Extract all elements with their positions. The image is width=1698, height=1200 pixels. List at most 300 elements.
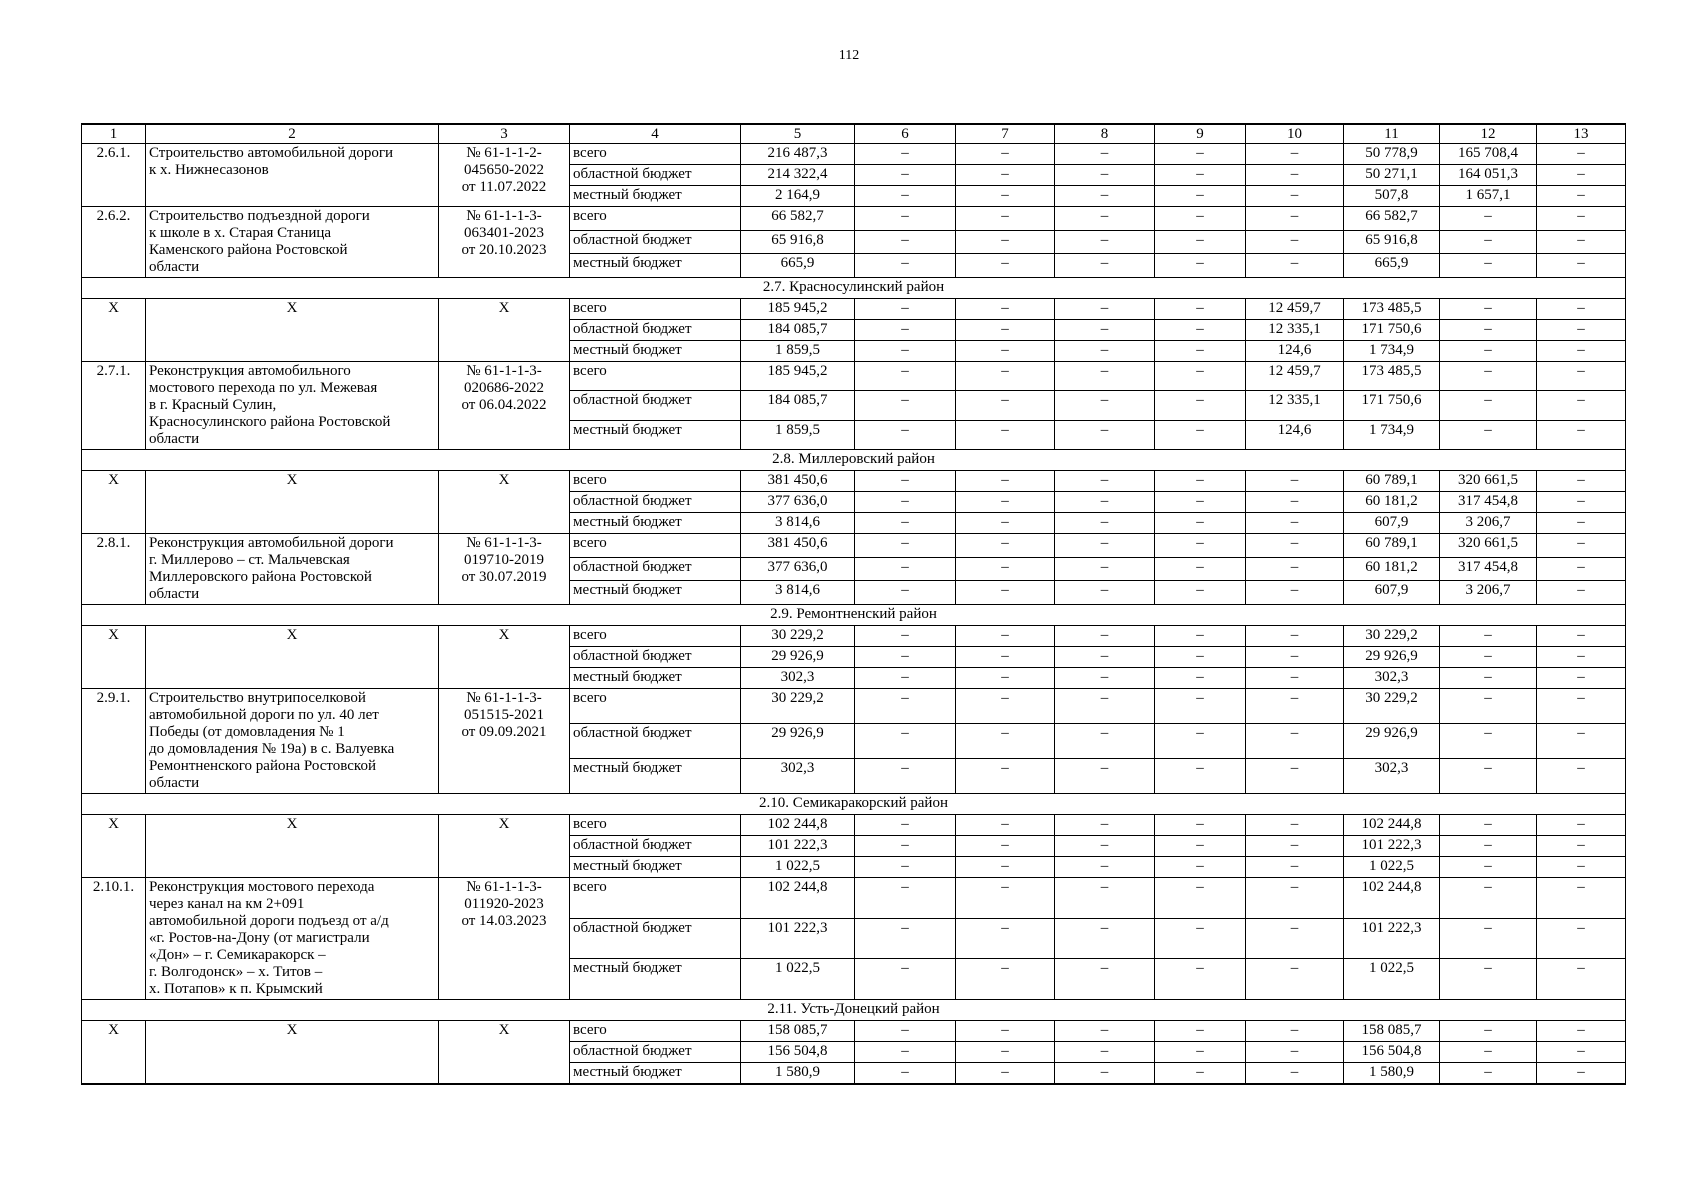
value-col-5: 101 222,3 [741, 918, 855, 959]
item-number: 2.10.1. [82, 878, 146, 1000]
value-col-8: – [1055, 341, 1155, 362]
district-title: 2.8. Миллеровский район [82, 450, 1626, 471]
item-number: 2.6.2. [82, 207, 146, 278]
value-col-10: – [1246, 534, 1344, 558]
district-header-row [82, 450, 1626, 471]
value-col-12: – [1440, 959, 1537, 1000]
funding-source: всего [570, 815, 741, 836]
value-col-13: – [1537, 724, 1626, 759]
column-header-12: 12 [1440, 124, 1537, 144]
value-col-9: – [1155, 759, 1246, 794]
value-col-9: – [1155, 557, 1246, 581]
value-col-10: – [1246, 668, 1344, 689]
value-col-10: – [1246, 759, 1344, 794]
value-col-9: – [1155, 492, 1246, 513]
table-row [82, 878, 1626, 919]
value-col-13: – [1537, 1021, 1626, 1042]
value-col-6: – [855, 513, 956, 534]
value-col-12: – [1440, 759, 1537, 794]
value-col-12: – [1440, 668, 1537, 689]
permit-number: № 61-1-1-3- 011920-2023 от 14.03.2023 [439, 878, 570, 1000]
value-col-12: – [1440, 836, 1537, 857]
value-col-6: – [855, 647, 956, 668]
object-name: Реконструкция мостового перехода через канал на км 2+091 автомобильной дороги подъезд от а/д «г. Ростов-на-Дону (от магистрали «Дон» – г. Семикаракорск – г. Волгодонск» – х. Титов – х. Потапов» к п. Крымский [146, 878, 439, 1000]
district-header-row [82, 605, 1626, 626]
value-col-5: 185 945,2 [741, 299, 855, 320]
object-name: Х [146, 626, 439, 689]
value-col-10: – [1246, 1021, 1344, 1042]
value-col-10: – [1246, 144, 1344, 165]
value-col-5: 665,9 [741, 254, 855, 278]
value-col-6: – [855, 534, 956, 558]
value-col-11: 1 022,5 [1344, 857, 1440, 878]
column-header-9: 9 [1155, 124, 1246, 144]
value-col-10: – [1246, 207, 1344, 231]
funding-source: местный бюджет [570, 959, 741, 1000]
value-col-11: 30 229,2 [1344, 626, 1440, 647]
value-col-9: – [1155, 320, 1246, 341]
column-header-4: 4 [570, 124, 741, 144]
object-name: Строительство подъездной дороги к школе в х. Старая Станица Каменского района Ростовской области [146, 207, 439, 278]
value-col-12: – [1440, 391, 1537, 420]
value-col-8: – [1055, 647, 1155, 668]
value-col-13: – [1537, 391, 1626, 420]
value-col-7: – [956, 391, 1055, 420]
value-col-7: – [956, 724, 1055, 759]
permit-number: № 61-1-1-3- 063401-2023 от 20.10.2023 [439, 207, 570, 278]
funding-source: местный бюджет [570, 857, 741, 878]
value-col-13: – [1537, 230, 1626, 254]
value-col-9: – [1155, 362, 1246, 391]
value-col-7: – [956, 689, 1055, 724]
value-col-5: 102 244,8 [741, 815, 855, 836]
value-col-12: – [1440, 724, 1537, 759]
value-col-8: – [1055, 878, 1155, 919]
value-col-12: 320 661,5 [1440, 471, 1537, 492]
value-col-6: – [855, 689, 956, 724]
value-col-5: 377 636,0 [741, 557, 855, 581]
value-col-10: – [1246, 581, 1344, 605]
item-number: Х [82, 299, 146, 362]
value-col-11: 102 244,8 [1344, 878, 1440, 919]
value-col-12: 3 206,7 [1440, 581, 1537, 605]
value-col-7: – [956, 230, 1055, 254]
table-row [82, 689, 1626, 724]
funding-source: всего [570, 299, 741, 320]
budget-table [81, 123, 1626, 1085]
value-col-13: – [1537, 581, 1626, 605]
value-col-13: – [1537, 144, 1626, 165]
value-col-7: – [956, 254, 1055, 278]
value-col-13: – [1537, 959, 1626, 1000]
column-header-13: 13 [1537, 124, 1626, 144]
value-col-5: 216 487,3 [741, 144, 855, 165]
value-col-7: – [956, 534, 1055, 558]
value-col-11: 60 789,1 [1344, 534, 1440, 558]
value-col-9: – [1155, 626, 1246, 647]
value-col-8: – [1055, 186, 1155, 207]
permit-number: № 61-1-1-3- 020686-2022 от 06.04.2022 [439, 362, 570, 450]
value-col-10: – [1246, 626, 1344, 647]
value-col-7: – [956, 918, 1055, 959]
value-col-12: 317 454,8 [1440, 492, 1537, 513]
funding-source: местный бюджет [570, 186, 741, 207]
value-col-10: 124,6 [1246, 420, 1344, 449]
funding-source: местный бюджет [570, 668, 741, 689]
value-col-8: – [1055, 513, 1155, 534]
value-col-12: 317 454,8 [1440, 557, 1537, 581]
value-col-10: – [1246, 647, 1344, 668]
value-col-6: – [855, 165, 956, 186]
value-col-13: – [1537, 626, 1626, 647]
value-col-9: – [1155, 341, 1246, 362]
value-col-7: – [956, 815, 1055, 836]
value-col-8: – [1055, 471, 1155, 492]
value-col-10: – [1246, 724, 1344, 759]
value-col-13: – [1537, 341, 1626, 362]
funding-source: всего [570, 207, 741, 231]
value-col-7: – [956, 299, 1055, 320]
district-header-row [82, 278, 1626, 299]
table-row [82, 815, 1626, 836]
column-header-11: 11 [1344, 124, 1440, 144]
value-col-8: – [1055, 534, 1155, 558]
value-col-9: – [1155, 581, 1246, 605]
value-col-8: – [1055, 668, 1155, 689]
column-header-row [82, 124, 1626, 144]
value-col-8: – [1055, 689, 1155, 724]
column-header-7: 7 [956, 124, 1055, 144]
value-col-5: 30 229,2 [741, 689, 855, 724]
value-col-10: – [1246, 1063, 1344, 1085]
value-col-7: – [956, 320, 1055, 341]
value-col-10: – [1246, 513, 1344, 534]
value-col-10: – [1246, 918, 1344, 959]
value-col-6: – [855, 230, 956, 254]
value-col-12: 3 206,7 [1440, 513, 1537, 534]
value-col-6: – [855, 959, 956, 1000]
value-col-6: – [855, 626, 956, 647]
value-col-5: 184 085,7 [741, 320, 855, 341]
value-col-7: – [956, 959, 1055, 1000]
item-number: 2.6.1. [82, 144, 146, 207]
funding-source: областной бюджет [570, 320, 741, 341]
value-col-8: – [1055, 759, 1155, 794]
value-col-7: – [956, 857, 1055, 878]
value-col-5: 1 859,5 [741, 341, 855, 362]
object-name: Х [146, 471, 439, 534]
value-col-6: – [855, 391, 956, 420]
value-col-5: 66 582,7 [741, 207, 855, 231]
value-col-8: – [1055, 1042, 1155, 1063]
value-col-13: – [1537, 165, 1626, 186]
column-header-6: 6 [855, 124, 956, 144]
value-col-9: – [1155, 513, 1246, 534]
value-col-12: – [1440, 320, 1537, 341]
value-col-6: – [855, 341, 956, 362]
value-col-10: – [1246, 815, 1344, 836]
value-col-9: – [1155, 878, 1246, 919]
value-col-13: – [1537, 647, 1626, 668]
funding-source: местный бюджет [570, 581, 741, 605]
value-col-6: – [855, 1042, 956, 1063]
object-name: Х [146, 299, 439, 362]
value-col-5: 381 450,6 [741, 471, 855, 492]
table-row [82, 471, 1626, 492]
value-col-9: – [1155, 668, 1246, 689]
permit-number: Х [439, 471, 570, 534]
funding-source: местный бюджет [570, 759, 741, 794]
value-col-11: 50 271,1 [1344, 165, 1440, 186]
permit-number: Х [439, 299, 570, 362]
funding-source: областной бюджет [570, 1042, 741, 1063]
value-col-9: – [1155, 391, 1246, 420]
value-col-11: 173 485,5 [1344, 362, 1440, 391]
funding-source: всего [570, 626, 741, 647]
value-col-7: – [956, 341, 1055, 362]
funding-source: областной бюджет [570, 557, 741, 581]
value-col-6: – [855, 759, 956, 794]
table-header [82, 124, 1626, 144]
value-col-5: 102 244,8 [741, 878, 855, 919]
value-col-12: – [1440, 299, 1537, 320]
value-col-13: – [1537, 759, 1626, 794]
permit-number: Х [439, 815, 570, 878]
value-col-7: – [956, 647, 1055, 668]
column-header-3: 3 [439, 124, 570, 144]
value-col-13: – [1537, 320, 1626, 341]
value-col-11: 60 789,1 [1344, 471, 1440, 492]
value-col-13: – [1537, 918, 1626, 959]
value-col-5: 30 229,2 [741, 626, 855, 647]
value-col-11: 156 504,8 [1344, 1042, 1440, 1063]
value-col-5: 381 450,6 [741, 534, 855, 558]
value-col-6: – [855, 299, 956, 320]
district-header-row [82, 794, 1626, 815]
value-col-8: – [1055, 391, 1155, 420]
value-col-6: – [855, 320, 956, 341]
value-col-13: – [1537, 557, 1626, 581]
value-col-7: – [956, 626, 1055, 647]
value-col-11: 173 485,5 [1344, 299, 1440, 320]
value-col-11: 607,9 [1344, 581, 1440, 605]
value-col-5: 1 022,5 [741, 857, 855, 878]
value-col-5: 3 814,6 [741, 581, 855, 605]
funding-source: всего [570, 878, 741, 919]
item-number: Х [82, 471, 146, 534]
table-row [82, 144, 1626, 165]
value-col-6: – [855, 724, 956, 759]
value-col-8: – [1055, 1063, 1155, 1085]
value-col-8: – [1055, 918, 1155, 959]
value-col-13: – [1537, 1042, 1626, 1063]
value-col-5: 1 859,5 [741, 420, 855, 449]
value-col-7: – [956, 759, 1055, 794]
value-col-6: – [855, 1021, 956, 1042]
value-col-12: – [1440, 254, 1537, 278]
value-col-13: – [1537, 186, 1626, 207]
value-col-8: – [1055, 724, 1155, 759]
value-col-11: 171 750,6 [1344, 320, 1440, 341]
value-col-10: – [1246, 689, 1344, 724]
value-col-13: – [1537, 534, 1626, 558]
value-col-5: 2 164,9 [741, 186, 855, 207]
value-col-5: 65 916,8 [741, 230, 855, 254]
value-col-11: 60 181,2 [1344, 492, 1440, 513]
object-name: Строительство внутрипоселковой автомобильной дороги по ул. 40 лет Победы (от домовладения № 1 до домовладения № 19а) в с. Валуевка Ремонтненского района Ростовской области [146, 689, 439, 794]
value-col-6: – [855, 1063, 956, 1085]
value-col-6: – [855, 186, 956, 207]
value-col-6: – [855, 815, 956, 836]
value-col-7: – [956, 207, 1055, 231]
value-col-13: – [1537, 878, 1626, 919]
object-name: Строительство автомобильной дороги к х. Нижнесазонов [146, 144, 439, 207]
table-row [82, 626, 1626, 647]
funding-source: всего [570, 1021, 741, 1042]
value-col-11: 1 734,9 [1344, 420, 1440, 449]
object-name: Реконструкция автомобильной дороги г. Миллерово – ст. Мальчевская Миллеровского района Ростовской области [146, 534, 439, 605]
value-col-7: – [956, 1021, 1055, 1042]
value-col-11: 607,9 [1344, 513, 1440, 534]
item-number: Х [82, 815, 146, 878]
value-col-12: – [1440, 420, 1537, 449]
value-col-10: 12 335,1 [1246, 320, 1344, 341]
table-row [82, 299, 1626, 320]
value-col-6: – [855, 857, 956, 878]
value-col-9: – [1155, 471, 1246, 492]
funding-source: местный бюджет [570, 341, 741, 362]
value-col-12: – [1440, 878, 1537, 919]
value-col-8: – [1055, 815, 1155, 836]
value-col-13: – [1537, 689, 1626, 724]
value-col-11: 66 582,7 [1344, 207, 1440, 231]
value-col-9: – [1155, 230, 1246, 254]
value-col-11: 302,3 [1344, 668, 1440, 689]
value-col-9: – [1155, 857, 1246, 878]
value-col-8: – [1055, 144, 1155, 165]
value-col-6: – [855, 362, 956, 391]
value-col-8: – [1055, 165, 1155, 186]
item-number: Х [82, 626, 146, 689]
value-col-11: 50 778,9 [1344, 144, 1440, 165]
value-col-11: 302,3 [1344, 759, 1440, 794]
value-col-7: – [956, 878, 1055, 919]
table-body [82, 144, 1626, 1085]
funding-source: местный бюджет [570, 254, 741, 278]
value-col-11: 101 222,3 [1344, 918, 1440, 959]
value-col-11: 171 750,6 [1344, 391, 1440, 420]
value-col-7: – [956, 1042, 1055, 1063]
permit-number: № 61-1-1-3- 019710-2019 от 30.07.2019 [439, 534, 570, 605]
value-col-8: – [1055, 626, 1155, 647]
value-col-9: – [1155, 918, 1246, 959]
value-col-6: – [855, 918, 956, 959]
value-col-8: – [1055, 420, 1155, 449]
funding-source: областной бюджет [570, 918, 741, 959]
value-col-7: – [956, 165, 1055, 186]
object-name: Х [146, 815, 439, 878]
permit-number: Х [439, 1021, 570, 1085]
value-col-12: – [1440, 207, 1537, 231]
value-col-12: 1 657,1 [1440, 186, 1537, 207]
value-col-8: – [1055, 857, 1155, 878]
value-col-6: – [855, 668, 956, 689]
value-col-9: – [1155, 724, 1246, 759]
value-col-5: 156 504,8 [741, 1042, 855, 1063]
funding-source: областной бюджет [570, 391, 741, 420]
permit-number: № 61-1-1-2- 045650-2022 от 11.07.2022 [439, 144, 570, 207]
value-col-7: – [956, 557, 1055, 581]
value-col-5: 158 085,7 [741, 1021, 855, 1042]
item-number: Х [82, 1021, 146, 1085]
funding-source: областной бюджет [570, 836, 741, 857]
value-col-11: 1 022,5 [1344, 959, 1440, 1000]
district-header-row [82, 1000, 1626, 1021]
value-col-12: – [1440, 918, 1537, 959]
value-col-7: – [956, 581, 1055, 605]
value-col-9: – [1155, 959, 1246, 1000]
value-col-11: 158 085,7 [1344, 1021, 1440, 1042]
value-col-11: 65 916,8 [1344, 230, 1440, 254]
value-col-7: – [956, 362, 1055, 391]
district-title: 2.11. Усть-Донецкий район [82, 1000, 1626, 1021]
value-col-6: – [855, 420, 956, 449]
value-col-6: – [855, 878, 956, 919]
value-col-11: 30 229,2 [1344, 689, 1440, 724]
value-col-9: – [1155, 1063, 1246, 1085]
value-col-12: 164 051,3 [1440, 165, 1537, 186]
value-col-10: – [1246, 230, 1344, 254]
value-col-10: – [1246, 165, 1344, 186]
value-col-9: – [1155, 815, 1246, 836]
funding-source: всего [570, 534, 741, 558]
value-col-8: – [1055, 557, 1155, 581]
value-col-6: – [855, 492, 956, 513]
table-row [82, 1021, 1626, 1042]
value-col-12: – [1440, 1021, 1537, 1042]
item-number: 2.8.1. [82, 534, 146, 605]
value-col-5: 185 945,2 [741, 362, 855, 391]
funding-source: областной бюджет [570, 230, 741, 254]
value-col-10: – [1246, 186, 1344, 207]
value-col-7: – [956, 492, 1055, 513]
permit-number: Х [439, 626, 570, 689]
funding-source: всего [570, 362, 741, 391]
value-col-7: – [956, 420, 1055, 449]
funding-source: областной бюджет [570, 724, 741, 759]
value-col-11: 1 734,9 [1344, 341, 1440, 362]
value-col-11: 60 181,2 [1344, 557, 1440, 581]
value-col-5: 302,3 [741, 759, 855, 794]
column-header-10: 10 [1246, 124, 1344, 144]
value-col-9: – [1155, 299, 1246, 320]
value-col-7: – [956, 471, 1055, 492]
value-col-9: – [1155, 1042, 1246, 1063]
value-col-8: – [1055, 254, 1155, 278]
value-col-12: 320 661,5 [1440, 534, 1537, 558]
value-col-10: 12 335,1 [1246, 391, 1344, 420]
value-col-6: – [855, 207, 956, 231]
value-col-8: – [1055, 492, 1155, 513]
value-col-13: – [1537, 815, 1626, 836]
table-row [82, 362, 1626, 391]
funding-source: местный бюджет [570, 420, 741, 449]
value-col-13: – [1537, 254, 1626, 278]
value-col-10: – [1246, 878, 1344, 919]
value-col-5: 101 222,3 [741, 836, 855, 857]
value-col-11: 665,9 [1344, 254, 1440, 278]
item-number: 2.7.1. [82, 362, 146, 450]
